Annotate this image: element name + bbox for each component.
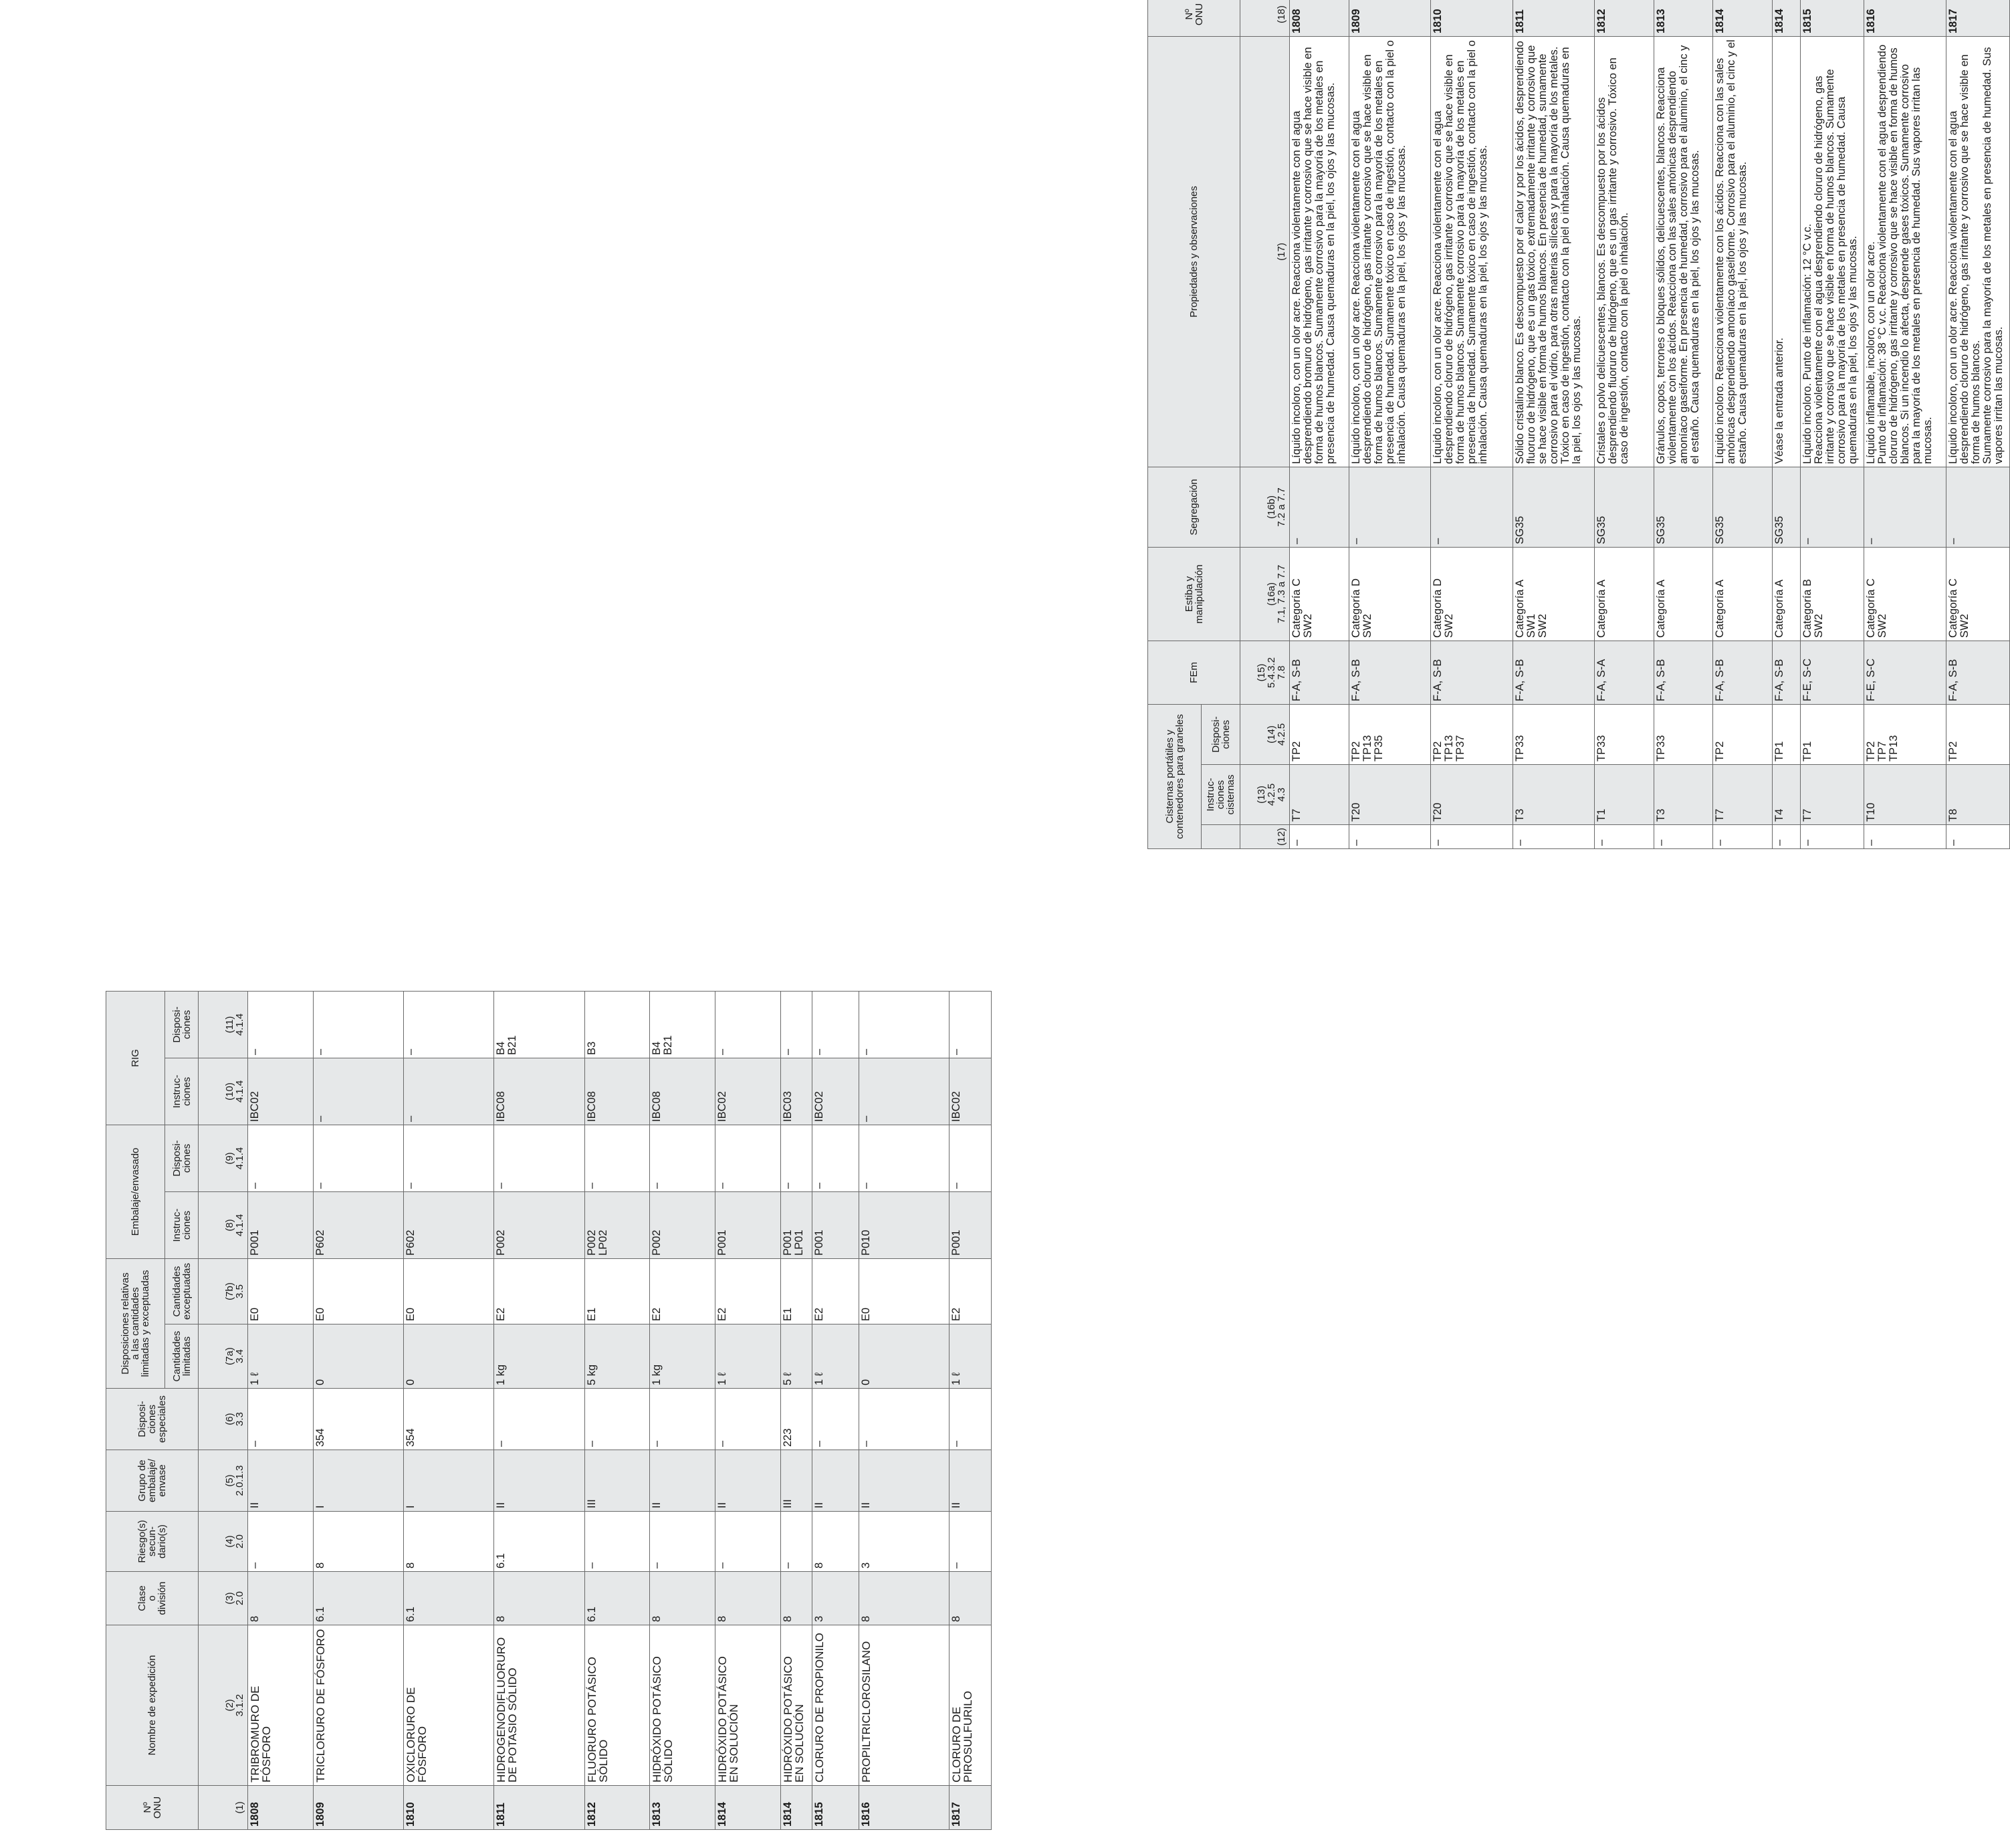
col12-cell: – [1513, 825, 1594, 849]
header-segregation: Segregación [1148, 467, 1240, 548]
special-provisions-cell: – [859, 1389, 949, 1450]
packing-provision-cell: – [949, 1125, 991, 1191]
header-packing-provisions: Disposi- ciones [165, 1125, 199, 1191]
un-cell-right: 1813 [1654, 0, 1713, 37]
packing-group-cell: II [715, 1450, 781, 1512]
ref-16b: (16b) 7.2 a 7.7 [1240, 467, 1290, 548]
header-special-provisions: Disposi- ciones especiales [106, 1389, 199, 1450]
table-row [1773, 0, 1801, 849]
header-tank-provisions: Disposi- ciones [1202, 705, 1240, 765]
un-cell-right: 1817 [1946, 0, 2009, 37]
ems-cell: F-A, S-B [1946, 641, 2009, 705]
ems-cell: F-A, S-B [1773, 641, 1801, 705]
ems-cell: F-A, S-B [1513, 641, 1594, 705]
packing-provision-cell: – [584, 1125, 650, 1191]
un-cell: 1808 [248, 1786, 314, 1830]
un-cell-right: 1812 [1595, 0, 1654, 37]
header-subsidiary-risk: Riesgo(s) secun- dario(s) [106, 1512, 199, 1572]
ibc-instruction-cell: IBC02 [949, 1058, 991, 1125]
un-cell-right: 1808 [1290, 0, 1349, 37]
packing-instruction-cell: P002 LP02 [584, 1192, 650, 1259]
packing-instruction-cell: P001 [248, 1192, 314, 1259]
ibc-provision-cell: – [781, 991, 812, 1058]
packing-instruction-cell: P001 LP01 [781, 1192, 812, 1259]
packing-provision-cell: – [650, 1125, 715, 1191]
properties-cell: Líquido incoloro. Punto de inflamación: 12 °C v.c. Reacciona violentamente con el agua desprendiendo cloruro de hidrógeno, gas irritante y corrosivo que se hace visible en forma de humos blancos. Sumamente corrosivo para la mayoría de los metales en presencia de humedad. Causa quemaduras en la piel, los ojos y las mucosas. [1801, 37, 1864, 467]
packing-group-cell: II [949, 1450, 991, 1512]
ibc-instruction-cell: IBC08 [494, 1058, 584, 1125]
segregation-cell: – [1290, 467, 1349, 548]
table-row [1290, 0, 1349, 849]
ibc-instruction-cell: IBC08 [650, 1058, 715, 1125]
header-blank-12 [1202, 825, 1240, 849]
table-row [715, 991, 781, 1829]
segregation-cell: – [1864, 467, 1946, 548]
tank-provision-cell: TP2 TP13 TP37 [1431, 705, 1513, 765]
packing-group-cell: III [584, 1450, 650, 1512]
table-row [1654, 0, 1713, 849]
special-provisions-cell: – [650, 1389, 715, 1450]
header-packing-group-title: Embalaje/envasado [106, 1125, 165, 1258]
table-header [1148, 0, 1290, 849]
packing-provision-cell: – [812, 1125, 859, 1191]
table-body [248, 991, 992, 1829]
tank-instruction-cell: T7 [1801, 765, 1864, 825]
stowage-cell: Categoría B SW2 [1801, 548, 1864, 641]
ref-12: (12) [1240, 825, 1290, 849]
un-cell: 1813 [650, 1786, 715, 1830]
stowage-cell: Categoría C SW2 [1864, 548, 1946, 641]
class-cell: 8 [859, 1572, 949, 1625]
subsidiary-risk-cell: 8 [313, 1512, 403, 1572]
un-cell-right: 1816 [1864, 0, 1946, 37]
packing-instruction-cell: P002 [494, 1192, 584, 1259]
right-table-panel [1147, 3, 2010, 849]
packing-provision-cell: – [781, 1125, 812, 1191]
ibc-instruction-cell: – [859, 1058, 949, 1125]
special-provisions-cell: 223 [781, 1389, 812, 1450]
tank-instruction-cell: T20 [1349, 765, 1430, 825]
un-cell: 1816 [859, 1786, 949, 1830]
properties-cell: Gránulos, copos, terrones o bloques sólidos, delicuescentes, blancos. Reacciona violentamente con los ácidos. Reacciona con las sales amónicas desprendiendo amoníaco gaseiforme. En presencia de humedad, corrosivo para el aluminio, el cinc y el estaño. Causa quemaduras en la piel, los ojos y las mucosas. [1654, 37, 1713, 467]
header-un-number-right: Nº ONU [1148, 0, 1240, 37]
ibc-provision-cell: – [859, 991, 949, 1058]
segregation-cell: – [1801, 467, 1864, 548]
packing-provision-cell: – [715, 1125, 781, 1191]
class-cell: 8 [781, 1572, 812, 1625]
limited-quantity-cell: 0 [404, 1324, 494, 1389]
excepted-quantity-cell: E1 [584, 1259, 650, 1324]
packing-group-cell: II [812, 1450, 859, 1512]
limited-quantity-cell: 5 ℓ [781, 1324, 812, 1389]
packing-group-cell: II [650, 1450, 715, 1512]
subsidiary-risk-cell: – [248, 1512, 314, 1572]
table-row [781, 991, 812, 1829]
packing-instruction-cell: P602 [404, 1192, 494, 1259]
stowage-cell: Categoría C SW2 [1946, 548, 2009, 641]
stowage-cell: Categoría D SW2 [1349, 548, 1430, 641]
properties-cell: Líquido inflamable, incoloro, con un olor acre. Punto de inflamación: 38 °C v.c. Reacciona violentamente con el agua desprendiendo cloruro de hidrógeno, gas irritante y corrosivo que se hace visible en forma de humos blancos. Si un incendio lo afecta, desprende gases tóxicos. Sumamente corrosivo para la mayoría de los metales en presencia de humedad. Sus vapores irritan las mucosas. [1864, 37, 1946, 467]
un-cell: 1809 [313, 1786, 403, 1830]
tank-provision-cell: TP2 [1713, 705, 1773, 765]
table-row [812, 991, 859, 1829]
shipping-name-cell: OXICLORURO DE FÓSFORO [404, 1625, 494, 1786]
subsidiary-risk-cell: – [781, 1512, 812, 1572]
table-row [404, 991, 494, 1829]
special-provisions-cell: – [584, 1389, 650, 1450]
tank-instruction-cell: T7 [1290, 765, 1349, 825]
stowage-cell: Categoría D SW2 [1431, 548, 1513, 641]
packing-instruction-cell: P010 [859, 1192, 949, 1259]
ref-5: (5) 2.0.1.3 [199, 1450, 248, 1512]
left-table-panel [106, 1001, 992, 1830]
ref-13: (13) 4.2.5 4.3 [1240, 765, 1290, 825]
ibc-provision-cell: – [949, 991, 991, 1058]
packing-instruction-cell: P001 [949, 1192, 991, 1259]
header-excepted-quantities: Cantidades exceptuadas [165, 1259, 199, 1324]
header-properties: Propiedades y observaciones [1148, 37, 1240, 467]
ems-cell: F-A, S-B [1713, 641, 1773, 705]
header-ibc-provisions: Disposi- ciones [165, 991, 199, 1058]
ref-1: (1) [199, 1786, 248, 1830]
ref-7a: (7a) 3.4 [199, 1324, 248, 1389]
ibc-provision-cell: B4 B21 [494, 991, 584, 1058]
ibc-instruction-cell: – [404, 1058, 494, 1125]
class-cell: 6.1 [404, 1572, 494, 1625]
tank-instruction-cell: T3 [1513, 765, 1594, 825]
ibc-provision-cell: B3 [584, 991, 650, 1058]
table-row [1431, 0, 1513, 849]
subsidiary-risk-cell: 8 [404, 1512, 494, 1572]
class-cell: 6.1 [313, 1572, 403, 1625]
ibc-instruction-cell: IBC02 [715, 1058, 781, 1125]
packing-instruction-cell: P001 [715, 1192, 781, 1259]
ref-4: (4) 2.0 [199, 1512, 248, 1572]
limited-quantity-cell: 1 kg [494, 1324, 584, 1389]
ref-18: (18) [1240, 0, 1290, 37]
segregation-cell: SG35 [1773, 467, 1801, 548]
shipping-name-cell: PROPILTRICLOROSILANO [859, 1625, 949, 1786]
table-row [949, 991, 991, 1829]
ems-cell: F-A, S-B [1290, 641, 1349, 705]
ibc-instruction-cell: IBC08 [584, 1058, 650, 1125]
table-row [313, 991, 403, 1829]
class-cell: 8 [494, 1572, 584, 1625]
un-cell-right: 1809 [1349, 0, 1430, 37]
limited-quantity-cell: 0 [859, 1324, 949, 1389]
un-cell-right: 1814 [1713, 0, 1773, 37]
un-cell: 1815 [812, 1786, 859, 1830]
table-row [494, 991, 584, 1829]
stowage-cell: Categoría A SW1 SW2 [1513, 548, 1594, 641]
table-row [650, 991, 715, 1829]
ibc-provision-cell: – [248, 991, 314, 1058]
table-header [106, 991, 248, 1829]
tank-provision-cell: TP33 [1654, 705, 1713, 765]
excepted-quantity-cell: E0 [859, 1259, 949, 1324]
class-cell: 8 [715, 1572, 781, 1625]
table-row [1801, 0, 1864, 849]
tank-instruction-cell: T20 [1431, 765, 1513, 825]
shipping-name-cell: CLORURO DE PIROSULFURILO [949, 1625, 991, 1786]
properties-cell: Líquido incoloro, con un olor acre. Reacciona violentamente con el agua desprendiendo cloruro de hidrógeno, gas irritante y corrosivo que se hace visible en forma de humos blancos. Sumamente corrosivo para la mayoría de los metales en presencia de humedad. Sumamente tóxico en caso de ingestión, contacto con la piel o inhalación. Causa quemaduras en la piel, los ojos y las mucosas. [1349, 37, 1430, 467]
tank-provision-cell: TP33 [1513, 705, 1594, 765]
segregation-cell: – [1349, 467, 1430, 548]
properties-cell: Líquido incoloro, con un olor acre. Reacciona violentamente con el agua desprendiendo cloruro de hidrógeno, gas irritante y corrosivo que se hace visible en forma de humos blancos. Sumamente corrosivo para la mayoría de los metales en presencia de humedad. Sus vapores irritan las mucosas. [1946, 37, 2009, 467]
ibc-provision-cell: – [404, 991, 494, 1058]
packing-group-cell: III [781, 1450, 812, 1512]
ibc-instruction-cell: – [313, 1058, 403, 1125]
ibc-provision-cell: – [715, 991, 781, 1058]
excepted-quantity-cell: E2 [494, 1259, 584, 1324]
packing-instruction-cell: P002 [650, 1192, 715, 1259]
special-provisions-cell: – [715, 1389, 781, 1450]
subsidiary-risk-cell: – [949, 1512, 991, 1572]
ref-17: (17) [1240, 37, 1290, 467]
packing-group-cell: II [494, 1450, 584, 1512]
stowage-cell: Categoría A [1654, 548, 1713, 641]
tank-provision-cell: TP1 [1773, 705, 1801, 765]
un-cell-right: 1811 [1513, 0, 1594, 37]
packing-provision-cell: – [494, 1125, 584, 1191]
ref-10: (10) 4.1.4 [199, 1058, 248, 1125]
special-provisions-cell: 354 [404, 1389, 494, 1450]
excepted-quantity-cell: E0 [248, 1259, 314, 1324]
header-shipping-name: Nombre de expedición [106, 1625, 199, 1786]
col12-cell: – [1654, 825, 1713, 849]
ems-cell: F-A, S-A [1595, 641, 1654, 705]
ref-2: (2) 3.1.2 [199, 1625, 248, 1786]
subsidiary-risk-cell: 6.1 [494, 1512, 584, 1572]
properties-cell: Líquido incoloro, con un olor acre. Reacciona violentamente con el agua desprendiendo bromuro de hidrógeno, gas irritante y corrosivo que se hace visible en forma de humos blancos. Sumamente corrosivo para la mayoría de los metales en presencia de humedad. Causa quemaduras en la piel, los ojos y las mucosas. [1290, 37, 1349, 467]
properties-cell: Líquido incoloro, con un olor acre. Reacciona violentamente con el agua desprendiendo cloruro de hidrógeno, gas irritante y corrosivo que se hace visible en forma de humos blancos. Sumamente corrosivo para la mayoría de los metales en presencia de humedad. Sumamente tóxico en caso de ingestión, contacto con la piel o inhalación. Causa quemaduras en la piel, los ojos y las mucosas. [1431, 37, 1513, 467]
limited-quantity-cell: 0 [313, 1324, 403, 1389]
table-row [584, 991, 650, 1829]
header-ibc-instructions: Instruc- ciones [165, 1058, 199, 1125]
table-row [1713, 0, 1773, 849]
properties-cell: Cristales o polvo delicuescentes, blancos. Es descompuesto por los ácidos desprendiendo fluoruro de hidrógeno, que es un gas irritante y corrosivo. Tóxico en caso de ingestión, contacto con la piel o inhalación. [1595, 37, 1654, 467]
table-row [1513, 0, 1594, 849]
special-provisions-cell: – [248, 1389, 314, 1450]
tank-instruction-cell: T8 [1946, 765, 2009, 825]
table-row [1349, 0, 1430, 849]
un-cell: 1814 [715, 1786, 781, 1830]
tank-provision-cell: TP1 [1801, 705, 1864, 765]
col12-cell: – [1773, 825, 1801, 849]
tank-provision-cell: TP2 [1946, 705, 2009, 765]
un-cell-right: 1810 [1431, 0, 1513, 37]
header-tank-instructions: Instruc- ciones cisternas [1202, 765, 1240, 825]
header-class: Clase o división [106, 1572, 199, 1625]
packing-provision-cell: – [313, 1125, 403, 1191]
ems-cell: F-E, S-C [1864, 641, 1946, 705]
table-row [859, 991, 949, 1829]
stowage-cell: Categoría C SW2 [1290, 548, 1349, 641]
ref-11: (11) 4.1.4 [199, 991, 248, 1058]
limited-quantity-cell: 1 ℓ [812, 1324, 859, 1389]
un-cell: 1817 [949, 1786, 991, 1830]
col12-cell: – [1946, 825, 2009, 849]
limited-quantity-cell: 1 ℓ [248, 1324, 314, 1389]
ref-8: (8) 4.1.4 [199, 1192, 248, 1259]
packing-provision-cell: – [248, 1125, 314, 1191]
limited-quantity-cell: 1 ℓ [715, 1324, 781, 1389]
col12-cell: – [1290, 825, 1349, 849]
header-portable-tanks-group: Cisternas portátiles y contenedores para graneles [1148, 705, 1202, 849]
segregation-cell: – [1431, 467, 1513, 548]
properties-cell: Líquido incoloro. Reacciona violentamente con los ácidos. Reacciona con las sales amónicas desprendiendo amoníaco gaseiforme. Corrosivo para el aluminio, el cinc y el estaño. Causa quemaduras en la piel, los ojos y las mucosas. [1713, 37, 1773, 467]
header-packing-group: Grupo de embalaje/ envase [106, 1450, 199, 1512]
tank-instruction-cell: T3 [1654, 765, 1713, 825]
tank-instruction-cell: T1 [1595, 765, 1654, 825]
ibc-instruction-cell: IBC02 [248, 1058, 314, 1125]
class-cell: 6.1 [584, 1572, 650, 1625]
stowage-cell: Categoría A [1595, 548, 1654, 641]
ref-9: (9) 4.1.4 [199, 1125, 248, 1191]
excepted-quantity-cell: E0 [313, 1259, 403, 1324]
header-stowage: Estiba y manipulación [1148, 548, 1240, 641]
ref-3: (3) 2.0 [199, 1572, 248, 1625]
tank-provision-cell: TP33 [1595, 705, 1654, 765]
subsidiary-risk-cell: 8 [812, 1512, 859, 1572]
subsidiary-risk-cell: – [584, 1512, 650, 1572]
un-cell-right: 1815 [1801, 0, 1864, 37]
properties-cell: Sólido cristalino blanco. Es descompuesto por el calor y por los ácidos, desprendiendo fluoruro de hidrógeno, que es un gas tóxico, extremadamente irritante y corrosivo que se hace visible en forma de humos blancos. En presencia de humedad, sumamente corrosivo para el vidrio, para otras materias silíceas y para la mayoría de los metales. Tóxico en caso de ingestión, contacto con la piel o inhalación. Causa quemaduras en la piel, los ojos y las mucosas. [1513, 37, 1594, 467]
packing-group-cell: I [313, 1450, 403, 1512]
properties-cell: Véase la entrada anterior. [1773, 37, 1801, 467]
tank-instruction-cell: T4 [1773, 765, 1801, 825]
subsidiary-risk-cell: – [650, 1512, 715, 1572]
excepted-quantity-cell: E2 [949, 1259, 991, 1324]
header-limited-quantities: Cantidades limitadas [165, 1324, 199, 1389]
segregation-cell: SG35 [1595, 467, 1654, 548]
packing-instruction-cell: P001 [812, 1192, 859, 1259]
special-provisions-cell: – [949, 1389, 991, 1450]
tank-provision-cell: TP2 [1290, 705, 1349, 765]
packing-group-cell: II [248, 1450, 314, 1512]
tank-provision-cell: TP2 TP13 TP35 [1349, 705, 1430, 765]
header-ibc-group: RIG [106, 991, 165, 1125]
subsidiary-risk-cell: 3 [859, 1512, 949, 1572]
excepted-quantity-cell: E0 [404, 1259, 494, 1324]
shipping-name-cell: HIDRÓXIDO POTÁSICO EN SOLUCIÓN [781, 1625, 812, 1786]
segregation-cell: – [1946, 467, 2009, 548]
packing-provision-cell: – [859, 1125, 949, 1191]
ibc-provision-cell: – [812, 991, 859, 1058]
table-body [1290, 0, 2010, 849]
shipping-name-cell: FLUORURO POTÁSICO SÓLIDO [584, 1625, 650, 1786]
special-provisions-cell: 354 [313, 1389, 403, 1450]
class-cell: 8 [248, 1572, 314, 1625]
shipping-name-cell: CLORURO DE PROPIONILO [812, 1625, 859, 1786]
ibc-instruction-cell: IBC03 [781, 1058, 812, 1125]
excepted-quantity-cell: E1 [781, 1259, 812, 1324]
shipping-name-cell: HIDROGENODIFLUORURO DE POTASIO SÓLIDO [494, 1625, 584, 1786]
header-un-number: Nº ONU [106, 1786, 199, 1830]
col12-cell: – [1595, 825, 1654, 849]
special-provisions-cell: – [812, 1389, 859, 1450]
header-ems: FEm [1148, 641, 1240, 705]
tank-instruction-cell: T10 [1864, 765, 1946, 825]
excepted-quantity-cell: E2 [715, 1259, 781, 1324]
class-cell: 8 [650, 1572, 715, 1625]
shipping-name-cell: TRICLORURO DE FÓSFORO [313, 1625, 403, 1786]
ibc-instruction-cell: IBC02 [812, 1058, 859, 1125]
un-cell: 1814 [781, 1786, 812, 1830]
col12-cell: – [1713, 825, 1773, 849]
excepted-quantity-cell: E2 [812, 1259, 859, 1324]
ref-7b: (7b) 3.5 [199, 1259, 248, 1324]
stowage-cell: Categoría A [1773, 548, 1801, 641]
tank-instruction-cell: T7 [1713, 765, 1773, 825]
col12-cell: – [1431, 825, 1513, 849]
un-cell: 1812 [584, 1786, 650, 1830]
col12-cell: – [1864, 825, 1946, 849]
col12-cell: – [1801, 825, 1864, 849]
table-row [1864, 0, 1946, 849]
packing-provision-cell: – [404, 1125, 494, 1191]
ems-cell: F-A, S-B [1431, 641, 1513, 705]
header-limited-excepted-group: Disposiciones relativas a las cantidades limitadas y exceptuadas [106, 1259, 165, 1389]
ref-6: (6) 3.3 [199, 1389, 248, 1450]
col12-cell: – [1349, 825, 1430, 849]
table-row [1946, 0, 2009, 849]
header-packing-instructions: Instruc- ciones [165, 1192, 199, 1259]
class-cell: 8 [949, 1572, 991, 1625]
shipping-name-cell: TRIBROMURO DE FÓSFORO [248, 1625, 314, 1786]
subsidiary-risk-cell: – [715, 1512, 781, 1572]
ems-cell: F-E, S-C [1801, 641, 1864, 705]
ref-16a: (16a) 7.1, 7.3 a 7.7 [1240, 548, 1290, 641]
table-row [248, 991, 314, 1829]
ref-14: (14) 4.2.5 [1240, 705, 1290, 765]
packing-group-cell: I [404, 1450, 494, 1512]
ref-15: (15) 5.4.3.2 7.8 [1240, 641, 1290, 705]
dangerous-goods-table-left [106, 991, 992, 1830]
un-cell-right: 1814 [1773, 0, 1801, 37]
table-row [1595, 0, 1654, 849]
segregation-cell: SG35 [1513, 467, 1594, 548]
shipping-name-cell: HIDRÓXIDO POTÁSICO EN SOLUCIÓN [715, 1625, 781, 1786]
tank-provision-cell: TP2 TP7 TP13 [1864, 705, 1946, 765]
ibc-provision-cell: B4 B21 [650, 991, 715, 1058]
un-cell: 1811 [494, 1786, 584, 1830]
ems-cell: F-A, S-B [1349, 641, 1430, 705]
stowage-cell: Categoría A [1713, 548, 1773, 641]
segregation-cell: SG35 [1654, 467, 1713, 548]
limited-quantity-cell: 1 ℓ [949, 1324, 991, 1389]
limited-quantity-cell: 5 kg [584, 1324, 650, 1389]
dangerous-goods-table-right [1147, 0, 2010, 849]
un-cell: 1810 [404, 1786, 494, 1830]
ems-cell: F-A, S-B [1654, 641, 1713, 705]
segregation-cell: SG35 [1713, 467, 1773, 548]
packing-instruction-cell: P602 [313, 1192, 403, 1259]
limited-quantity-cell: 1 kg [650, 1324, 715, 1389]
special-provisions-cell: – [494, 1389, 584, 1450]
shipping-name-cell: HIDRÓXIDO POTÁSICO SÓLIDO [650, 1625, 715, 1786]
excepted-quantity-cell: E2 [650, 1259, 715, 1324]
ibc-provision-cell: – [313, 991, 403, 1058]
class-cell: 3 [812, 1572, 859, 1625]
packing-group-cell: II [859, 1450, 949, 1512]
